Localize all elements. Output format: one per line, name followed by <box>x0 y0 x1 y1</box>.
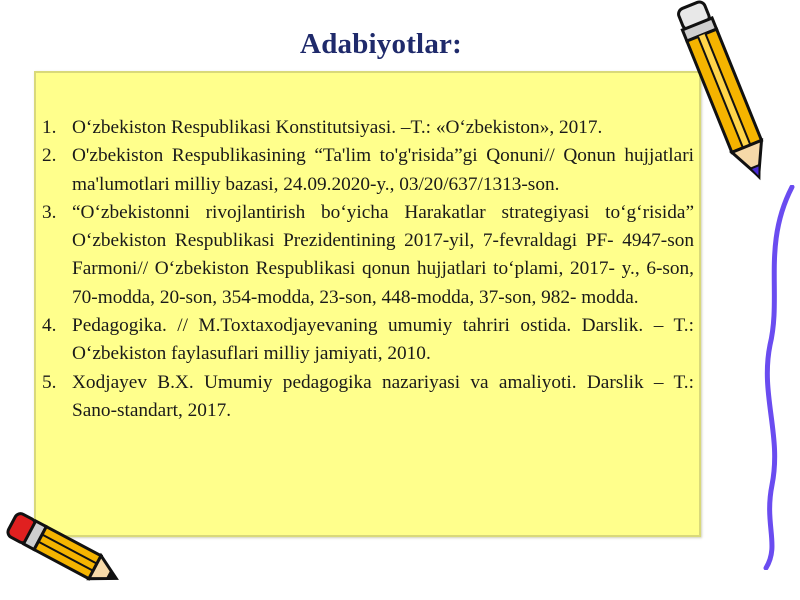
reference-text: O‘zbekiston Respublikasi Konstitutsiyasi. –T.: «O‘zbekiston», 2017. <box>72 117 603 138</box>
squiggle-line <box>752 185 800 570</box>
list-number: 1. <box>42 117 57 138</box>
list-item <box>38 369 694 426</box>
reference-text: “O‘zbekistonni rivojlantirish bo‘yicha Harakatlar strategiyasi to‘g‘risida” O‘zbekiston Respublikasi Prezidentining 2017-yil, 7-fevraldagi PF- 4947-son Farmoni// O‘zbekiston Respublikasi qonun hujjatlari to‘plami, 2017- y., 6-son, 70-modda, 20-son, 354-modda, 23-son, 448-modda, 37-son, 982- modda. <box>72 201 694 308</box>
list-number: 2. <box>42 145 57 167</box>
pencil-icon <box>0 512 125 592</box>
list-number: 3. <box>42 201 57 223</box>
reference-list <box>38 114 694 425</box>
list-item <box>38 114 694 142</box>
pencil-icon <box>672 0 782 195</box>
list-number: 4. <box>42 315 57 337</box>
list-item <box>38 142 694 199</box>
page-title: Adabiyotlar: <box>300 28 462 60</box>
list-number: 5. <box>42 371 57 393</box>
reference-text: Pedagogika. // M.Toxtaxodjayevaning umumiy tahriri ostida. Darslik. – T.: O‘zbekiston faylasuflari milliy jamiyati, 2010. <box>72 315 694 365</box>
list-item <box>38 199 694 312</box>
list-item <box>38 312 694 369</box>
reference-text: O'zbekiston Respublikasining “Ta'lim to'g'risida”gi Qonuni// Qonun hujjatlari ma'lumotlari milliy bazasi, 24.09.2020-y., 03/20/637/1313-son. <box>72 145 694 195</box>
reference-text: Xodjayev B.X. Umumiy pedagogika nazariyasi va amaliyoti. Darslik – T.: Sano-standart, 2017. <box>72 371 694 421</box>
